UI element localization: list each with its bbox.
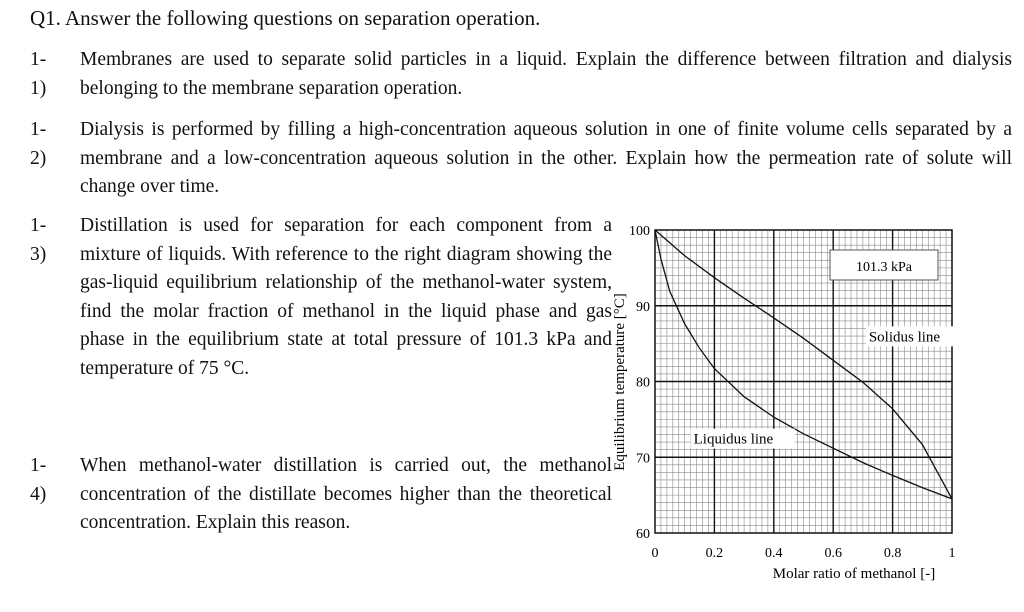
y-tick-label: 60 bbox=[636, 527, 650, 542]
x-tick-label: 0.6 bbox=[824, 546, 842, 561]
series-label: Liquidus line bbox=[693, 431, 774, 448]
x-tick-label: 0.2 bbox=[705, 546, 724, 561]
y-tick-label: 90 bbox=[636, 299, 650, 315]
x-tick-label: 0 bbox=[651, 546, 659, 561]
x-tick-label: 0.8 bbox=[883, 546, 902, 561]
item-number: 1-4) bbox=[30, 455, 47, 505]
y-tick-label: 100 bbox=[629, 224, 650, 239]
pressure-box bbox=[830, 250, 938, 280]
y-axis-label: Equilibrium temperature [°C] bbox=[612, 293, 628, 471]
series-label: Solidus line bbox=[868, 329, 941, 346]
item-text: When methanol-water distillation is carried out, the methanol concentration of the distillate becomes higher than the theoretical concentration. Explain this reason. bbox=[80, 455, 612, 533]
item-number: 1-2) bbox=[30, 119, 47, 169]
x-tick-label: 0.4 bbox=[765, 546, 783, 561]
x-axis-label: Molar ratio of methanol [-] bbox=[772, 566, 936, 582]
item-text: Dialysis is performed by filling a high-concentration aqueous solution in one of finite volume cells separated by a membrane and a low-concentration aqueous solution in the other. Explain how the permeation rate of solute will change over time. bbox=[80, 119, 1012, 197]
item-text: Distillation is used for separation for each component from a mixture of liquids. With reference to the right diagram showing the gas-liquid equilibrium relationship of the methanol-water system, find the molar fraction of methanol in the liquid phase and gas phase in the equilibrium state at total pressure of 101.3 kPa and temperature of 75 °C. bbox=[80, 215, 612, 379]
series-labels bbox=[691, 326, 963, 448]
pressure-label: 101.3 kPa bbox=[856, 260, 912, 275]
y-tick-label: 70 bbox=[636, 451, 650, 467]
x-tick-label: 1 bbox=[948, 546, 956, 561]
item-text: Membranes are used to separate solid particles in a liquid. Explain the difference between filtration and dialysis belonging to the membrane separation operation. bbox=[80, 49, 1012, 99]
vle-chart bbox=[600, 212, 980, 597]
question-title: Q1. Answer the following questions on separation operation. bbox=[30, 6, 541, 30]
item-number: 1-3) bbox=[30, 215, 47, 265]
y-tick-label: 80 bbox=[636, 375, 650, 391]
item-number: 1-1) bbox=[30, 49, 47, 99]
